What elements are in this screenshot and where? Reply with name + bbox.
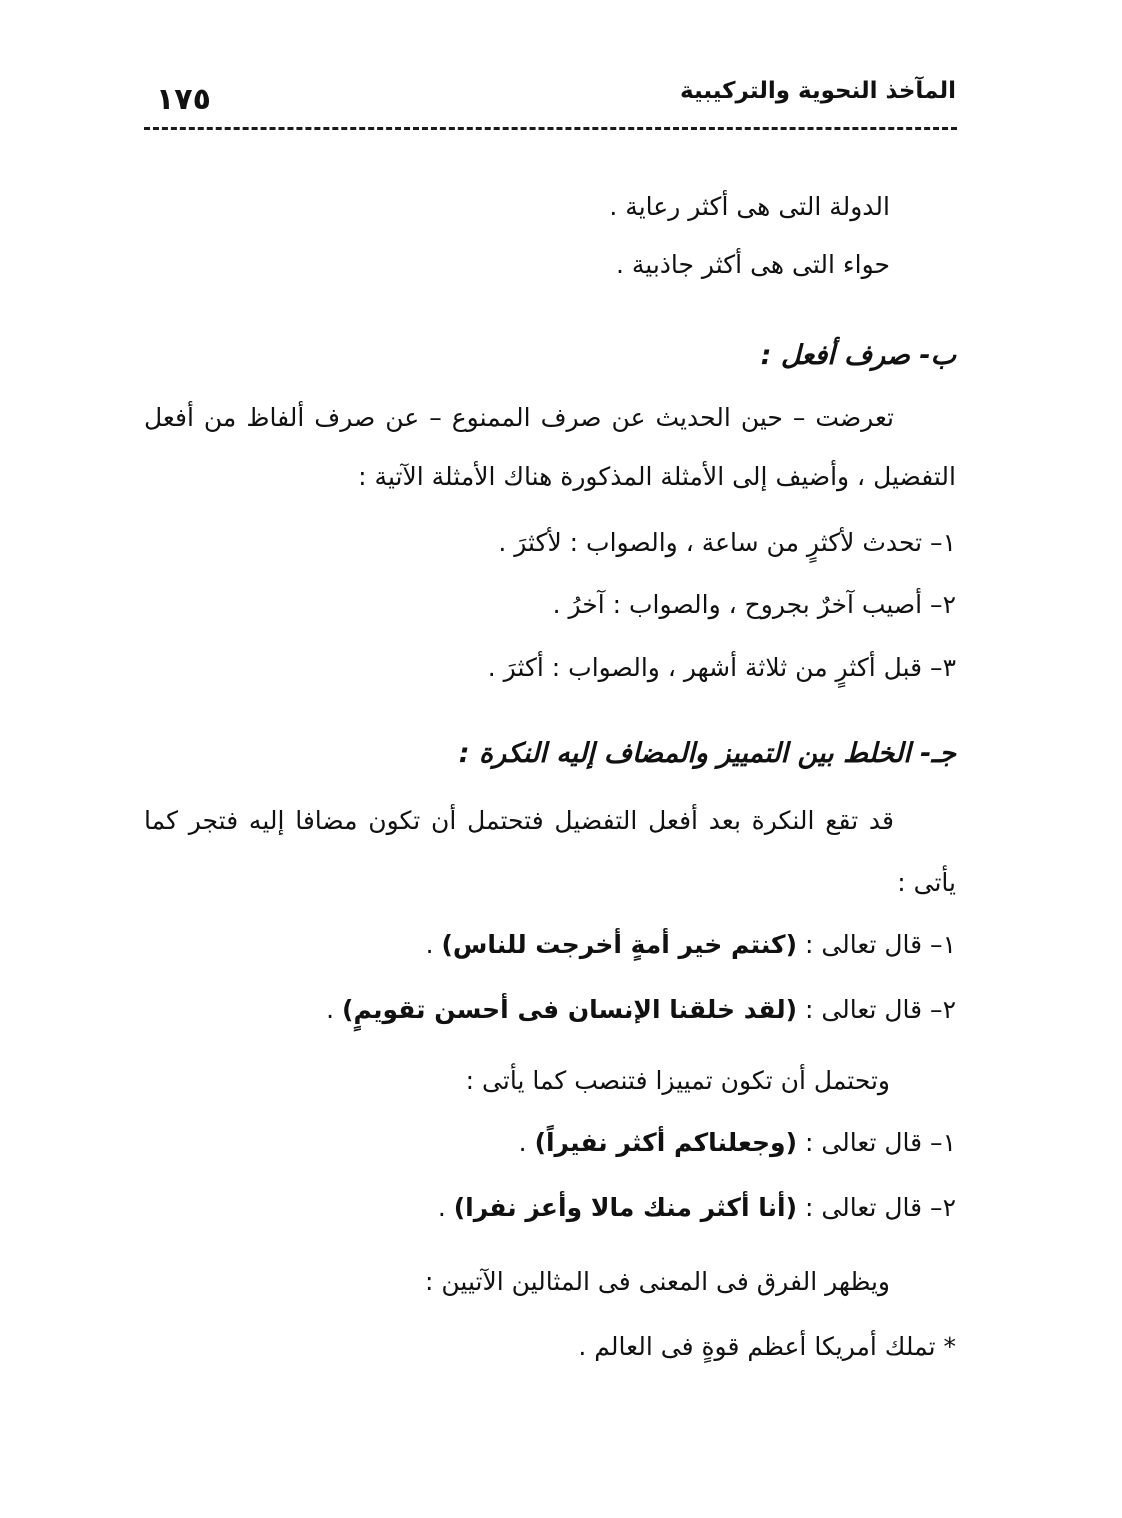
section-heading-b: ب- صرف أفعل : xyxy=(760,340,956,371)
section-heading-c: جـ- الخلط بين التمييز والمضاف إليه النكرة : xyxy=(458,738,956,769)
paragraph-line: قد تقع النكرة بعد أفعل التفضيل فتحتمل أن تكون مضافا إليه فتجر كما xyxy=(144,806,894,835)
example-line: الدولة التى هى أكثر رعاية . xyxy=(609,192,890,221)
paragraph-line: التفضيل ، وأضيف إلى الأمثلة المذكورة هناك الأمثلة الآتية : xyxy=(358,462,956,491)
verse-quote: (كنتم خير أمةٍ أخرجت للناس) xyxy=(441,930,798,959)
header-divider xyxy=(144,127,957,130)
example-line: * تملك أمريكا أعظم قوةٍ فى العالم . xyxy=(578,1332,956,1361)
example-suffix: . xyxy=(437,1193,454,1222)
quran-example xyxy=(519,1128,956,1157)
quran-example xyxy=(326,995,956,1024)
example-suffix: . xyxy=(425,930,442,959)
verse-quote: (أنا أكثر منك مالا وأعز نفرا) xyxy=(453,1193,798,1222)
paragraph-line: تعرضت – حين الحديث عن صرف الممنوع – عن صرف ألفاظ من أفعل xyxy=(144,403,894,432)
example-suffix: . xyxy=(518,1128,535,1157)
verse-quote: (لقد خلقنا الإنسان فى أحسن تقويمٍ) xyxy=(342,995,798,1024)
example-prefix: ٢– قال تعالى : xyxy=(797,1193,956,1222)
quran-example xyxy=(426,930,956,959)
paragraph-line: ويظهر الفرق فى المعنى فى المثالين الآتيين : xyxy=(425,1267,890,1296)
example-prefix: ١– قال تعالى : xyxy=(797,930,956,959)
paragraph-line: يأتى : xyxy=(897,868,956,897)
page-number: ١٧٥ xyxy=(156,82,211,117)
example-prefix: ٢– قال تعالى : xyxy=(797,995,956,1024)
quran-example xyxy=(438,1193,956,1222)
example-suffix: . xyxy=(326,995,343,1024)
list-item: ١– تحدث لأكثرٍ من ساعة ، والصواب : لأكثرَ . xyxy=(498,528,956,557)
list-item: ٢– أصيب آخرٌ بجروح ، والصواب : آخرُ . xyxy=(552,590,956,619)
example-prefix: ١– قال تعالى : xyxy=(797,1128,956,1157)
running-header-title: المآخذ النحوية والتركيبية xyxy=(680,78,956,104)
verse-quote: (وجعلناكم أكثر نفيراً) xyxy=(534,1128,798,1157)
paragraph-line: وتحتمل أن تكون تمييزا فتنصب كما يأتى : xyxy=(465,1066,890,1095)
example-line: حواء التى هى أكثر جاذبية . xyxy=(615,250,890,279)
list-item: ٣– قبل أكثرٍ من ثلاثة أشهر ، والصواب : أكثرَ . xyxy=(487,653,956,682)
